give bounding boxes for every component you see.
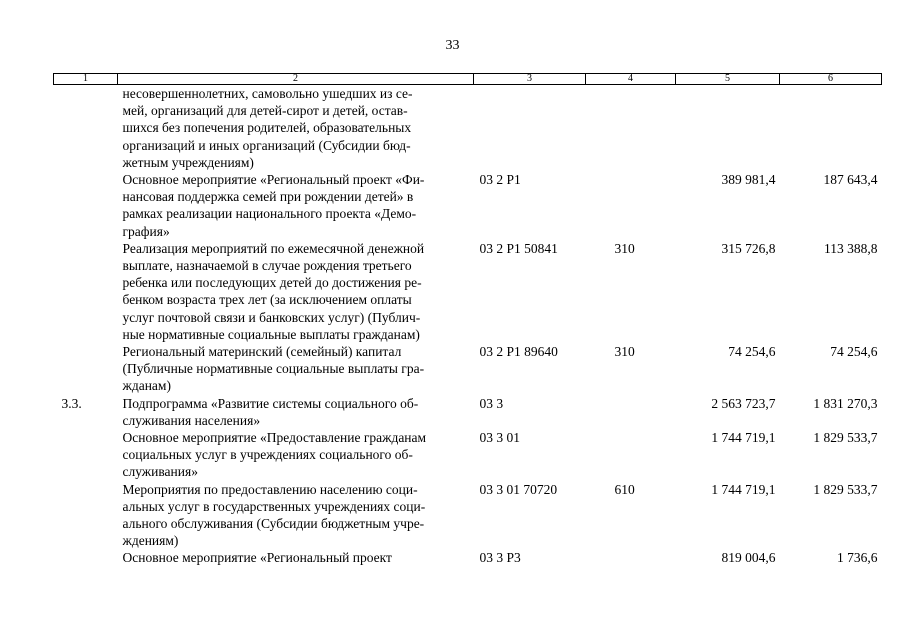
amount-year-1: 2 563 723,7	[711, 395, 776, 411]
column-number-4: 4	[586, 74, 676, 85]
amount-year-2: 187 643,4	[823, 172, 878, 188]
row-number	[54, 481, 118, 550]
table-row	[54, 171, 882, 240]
budget-code: 03 3 01	[479, 430, 520, 446]
item-name: Подпрограмма «Развитие системы социального об- служивания населения»	[122, 395, 419, 428]
column-number-1: 1	[54, 74, 118, 85]
amount-year-1: 1 744 719,1	[711, 430, 776, 446]
budget-code: 03 2 P1 89640	[479, 344, 558, 360]
budget-code: 03 2 P1 50841	[479, 240, 558, 256]
amount-year-1: 389 981,4	[721, 172, 776, 188]
table-row	[54, 429, 882, 481]
expense-type-code: 610	[614, 481, 635, 497]
table-row	[54, 85, 882, 172]
expense-type-code	[586, 429, 676, 481]
budget-code: 03 2 P1	[479, 172, 521, 188]
table-row	[54, 481, 882, 550]
amount-year-1: 315 726,8	[721, 240, 776, 256]
amount-year-2: 1 831 270,3	[813, 395, 878, 411]
table-row	[54, 240, 882, 343]
expense-type-code	[586, 549, 676, 566]
budget-code: 03 3 P3	[479, 550, 521, 566]
budget-code: 03 3	[479, 395, 504, 411]
row-number	[54, 429, 118, 481]
budget-code: 03 3 01 70720	[479, 481, 558, 497]
column-number-3: 3	[474, 74, 586, 85]
table-row	[54, 549, 882, 566]
expense-type-code: 310	[614, 240, 635, 256]
row-number	[54, 85, 118, 172]
page-number: 33	[445, 38, 460, 53]
row-number	[54, 240, 118, 343]
row-number: 3.3.	[61, 395, 82, 411]
amount-year-2: 1 736,6	[837, 550, 878, 566]
item-name: Мероприятия по предоставлению населению соци- альных услуг в государственных учреждениях соци- ального обслуживания (Субсидии бюджетным учре- ждениям)	[122, 481, 426, 549]
amount-year-2: 1 829 533,7	[813, 481, 878, 497]
amount-year-2: 113 388,8	[824, 240, 878, 256]
amount-year-1	[676, 85, 780, 172]
table-row	[54, 395, 882, 429]
amount-year-1: 1 744 719,1	[711, 481, 776, 497]
amount-year-1: 74 254,6	[728, 344, 776, 360]
column-number-6: 6	[780, 74, 882, 85]
row-number	[54, 343, 118, 395]
amount-year-2: 1 829 533,7	[813, 430, 878, 446]
amount-year-2	[780, 85, 882, 172]
expense-type-code	[586, 171, 676, 240]
item-name: несовершеннолетних, самовольно ушедших из се- мей, организаций для детей-сирот и детей, остав- шихся без попечения родителей, образовательных организаций и иных организаций (Субсидии бюд- жетным учреждениям)	[122, 86, 413, 170]
item-name: Основное мероприятие «Региональный проект	[122, 550, 392, 566]
column-number-5: 5	[676, 74, 780, 85]
amount-year-1: 819 004,6	[721, 550, 776, 566]
row-number	[54, 171, 118, 240]
expense-type-code	[586, 395, 676, 429]
column-number-2: 2	[118, 74, 474, 85]
expense-type-code: 310	[614, 344, 635, 360]
expense-type-code	[586, 85, 676, 172]
column-number-header-row	[54, 74, 882, 85]
amount-year-2: 74 254,6	[830, 344, 878, 360]
row-number	[54, 549, 118, 566]
budget-table	[53, 73, 882, 567]
item-name: Основное мероприятие «Региональный проект «Фи- нансовая поддержка семей при рождении детей» в рамках реализации национального проекта «Демо- графия»	[122, 172, 425, 239]
budget-code	[474, 85, 586, 172]
item-name: Реализация мероприятий по ежемесячной денежной выплате, назначаемой в случае рождения третьего ребенка или последующих детей до достижения ре- бенком возраста трех лет (за исключением оплаты услуг почтовой связи и банковских услуг) (Публич- ные нормативные социальные выплаты гражданам)	[122, 240, 425, 342]
item-name: Региональный материнский (семейный) капитал (Публичные нормативные социальные выплаты гра- жданам)	[122, 344, 425, 394]
item-name: Основное мероприятие «Предоставление гражданам социальных услуг в учреждениях социального об- служивания»	[122, 430, 427, 480]
table-row	[54, 343, 882, 395]
